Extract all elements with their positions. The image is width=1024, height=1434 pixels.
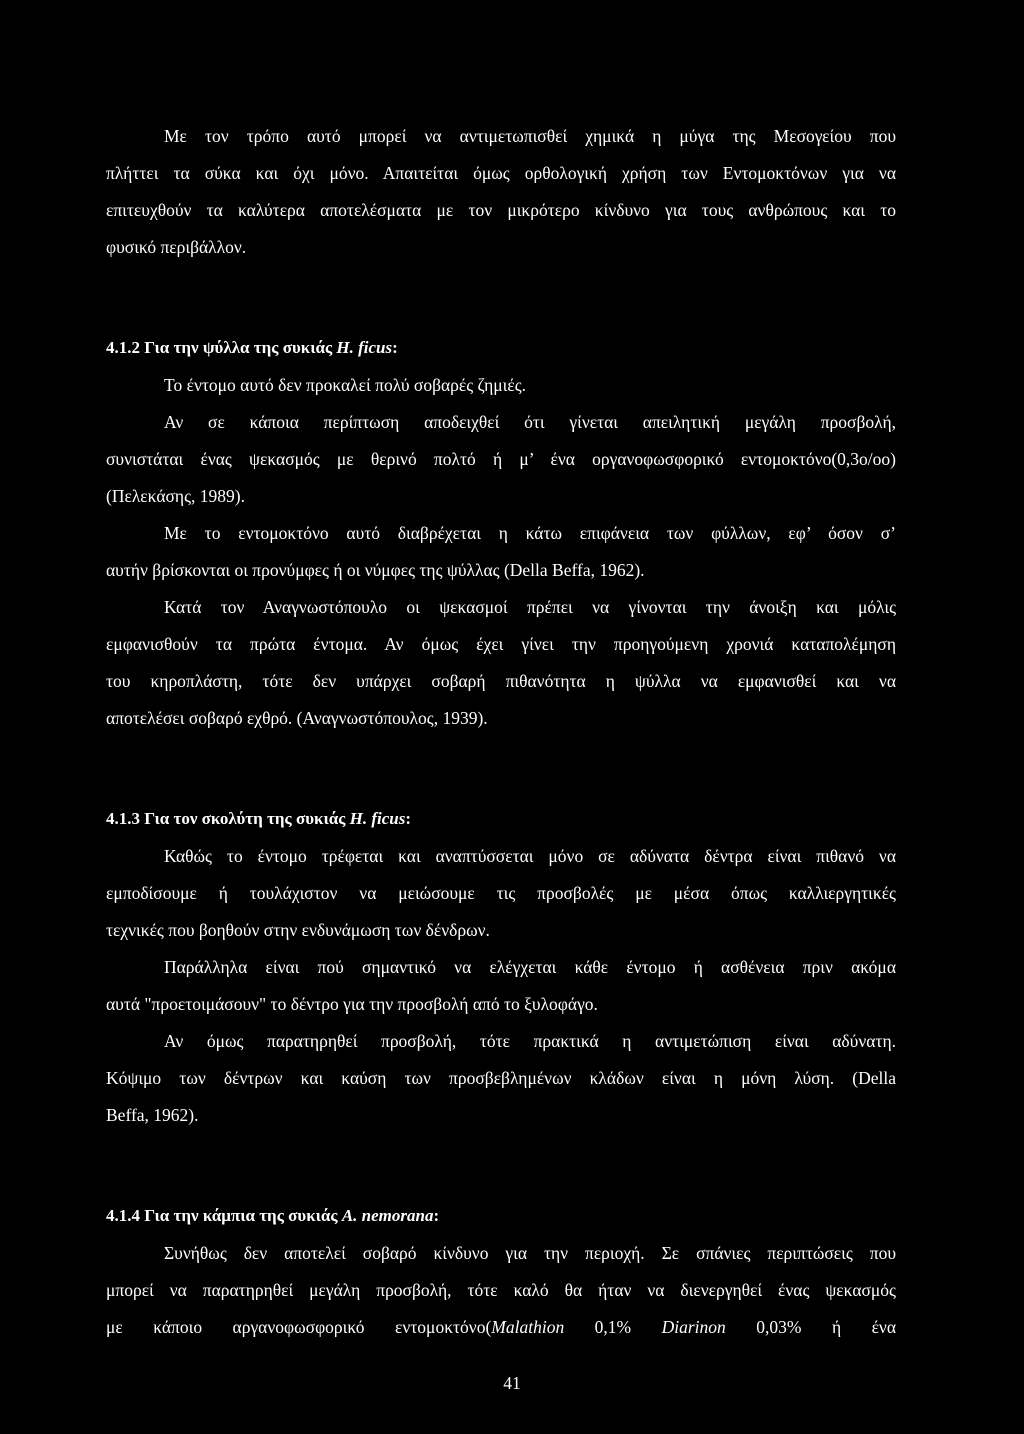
text-run: 0,1% bbox=[564, 1317, 662, 1337]
product-name: Malathion bbox=[491, 1317, 565, 1337]
heading-text: Για τον σκολύτη της συκιάς bbox=[144, 809, 346, 828]
paragraph-line: πλήττει τα σύκα και όχι μόνο. Απαιτείται όμως ορθολογική χρήση των Εντομοκτόνων για να bbox=[106, 163, 896, 183]
heading-text: Για την κάμπια της συκιάς bbox=[144, 1206, 338, 1225]
paragraph-line: αυτήν βρίσκονται οι προνύμφες ή οι νύμφες της ψύλλας (Della Beffa, 1962). bbox=[106, 560, 645, 580]
paragraph-line: Το έντομο αυτό δεν προκαλεί πολύ σοβαρές ζημιές. bbox=[164, 375, 526, 395]
paragraph-line: εμποδίσουμε ή τουλάχιστον να μειώσουμε τις προσβολές με μέσα όπως καλλιεργητικές bbox=[106, 883, 896, 903]
heading-colon: : bbox=[433, 1206, 440, 1225]
paragraph-line: Με τον τρόπο αυτό μπορεί να αντιμετωπισθεί χημικά η μύγα της Μεσογείου που bbox=[164, 126, 896, 146]
paragraph-line: φυσικό περιβάλλον. bbox=[106, 237, 247, 257]
paragraph-line: Beffa, 1962). bbox=[106, 1105, 199, 1125]
heading-text: Για την ψύλλα της συκιάς bbox=[144, 338, 333, 357]
paragraph-line: (Πελεκάσης, 1989). bbox=[106, 486, 245, 506]
paragraph-line: επιτευχθούν τα καλύτερα αποτελέσματα με τον μικρότερο κίνδυνο για τους ανθρώπους και το bbox=[106, 200, 896, 220]
paragraph-line: μπορεί να παρατηρηθεί μεγάλη προσβολή, τότε καλό θα ήταν να διενεργηθεί ένας ψεκασμός bbox=[106, 1280, 896, 1300]
species-name: A. nemorana bbox=[341, 1206, 434, 1225]
heading-number: 4.1.2 bbox=[106, 338, 140, 357]
text-run: 0,03% ή ένα bbox=[725, 1317, 896, 1337]
species-name: H. ficus bbox=[336, 338, 393, 357]
heading-colon: : bbox=[392, 338, 398, 357]
section-heading-4-1-2 bbox=[106, 337, 896, 359]
text-run: με κάποιο αργανοφωσφορικό εντομοκτόνο( bbox=[106, 1317, 492, 1337]
paragraph-line: Κόψιμο των δέντρων και καύση των προσβεβλημένων κλάδων είναι η μόνη λύση. (Della bbox=[106, 1068, 896, 1088]
paragraph-line: Παράλληλα είναι πού σημαντικό να ελέγχεται κάθε έντομο ή ασθένεια πριν ακόμα bbox=[164, 957, 896, 977]
species-name: H. ficus bbox=[349, 809, 406, 828]
heading-number: 4.1.3 bbox=[106, 809, 140, 828]
paragraph-line: Καθώς το έντομο τρέφεται και αναπτύσσεται μόνο σε αδύνατα δέντρα είναι πιθανό να bbox=[164, 846, 896, 866]
paragraph-line: εμφανισθούν τα πρώτα έντομα. Αν όμως έχει γίνει την προηγούμενη χρονιά καταπολέμηση bbox=[106, 634, 896, 654]
paragraph-line: τεχνικές που βοηθούν στην ενδυνάμωση των δένδρων. bbox=[106, 920, 490, 940]
paragraph-line: Κατά τον Αναγνωστόπουλο οι ψεκασμοί πρέπει να γίνονται την άνοιξη και μόλις bbox=[164, 597, 896, 617]
section-heading-4-1-3 bbox=[106, 808, 896, 830]
paragraph-line: Συνήθως δεν αποτελεί σοβαρό κίνδυνο για την περιοχή. Σε σπάνιες περιπτώσεις που bbox=[164, 1243, 896, 1263]
paragraph-line bbox=[106, 1316, 896, 1338]
paragraph-line: αυτά "προετοιμάσουν" το δέντρο για την προσβολή από το ξυλοφάγο. bbox=[106, 994, 598, 1014]
paragraph-line: του κηροπλάστη, τότε δεν υπάρχει σοβαρή πιθανότητα η ψύλλα να εμφανισθεί και να bbox=[106, 671, 896, 691]
paragraph-line: συνιστάται ένας ψεκασμός με θερινό πολτό ή μ’ ένα οργανοφωσφορικό εντομοκτόνο(0,3o/oo) bbox=[106, 449, 896, 469]
heading-colon: : bbox=[405, 809, 412, 828]
heading-number: 4.1.4 bbox=[106, 1206, 140, 1225]
paragraph-line: Αν όμως παρατηρηθεί προσβολή, τότε πρακτικά η αντιμετώπιση είναι αδύνατη. bbox=[164, 1031, 896, 1051]
paragraph-line: Με το εντομοκτόνο αυτό διαβρέχεται η κάτω επιφάνεια των φύλλων, εφ’ όσον σ’ bbox=[164, 523, 896, 543]
page-number: 41 bbox=[503, 1373, 521, 1393]
paragraph-line: αποτελέσει σοβαρό εχθρό. (Αναγνωστόπουλος, 1939). bbox=[106, 708, 488, 728]
product-name: Diarinon bbox=[661, 1317, 726, 1337]
paragraph-line: Αν σε κάποια περίπτωση αποδειχθεί ότι γίνεται απειλητική μεγάλη προσβολή, bbox=[164, 412, 896, 432]
section-heading-4-1-4 bbox=[106, 1205, 896, 1227]
